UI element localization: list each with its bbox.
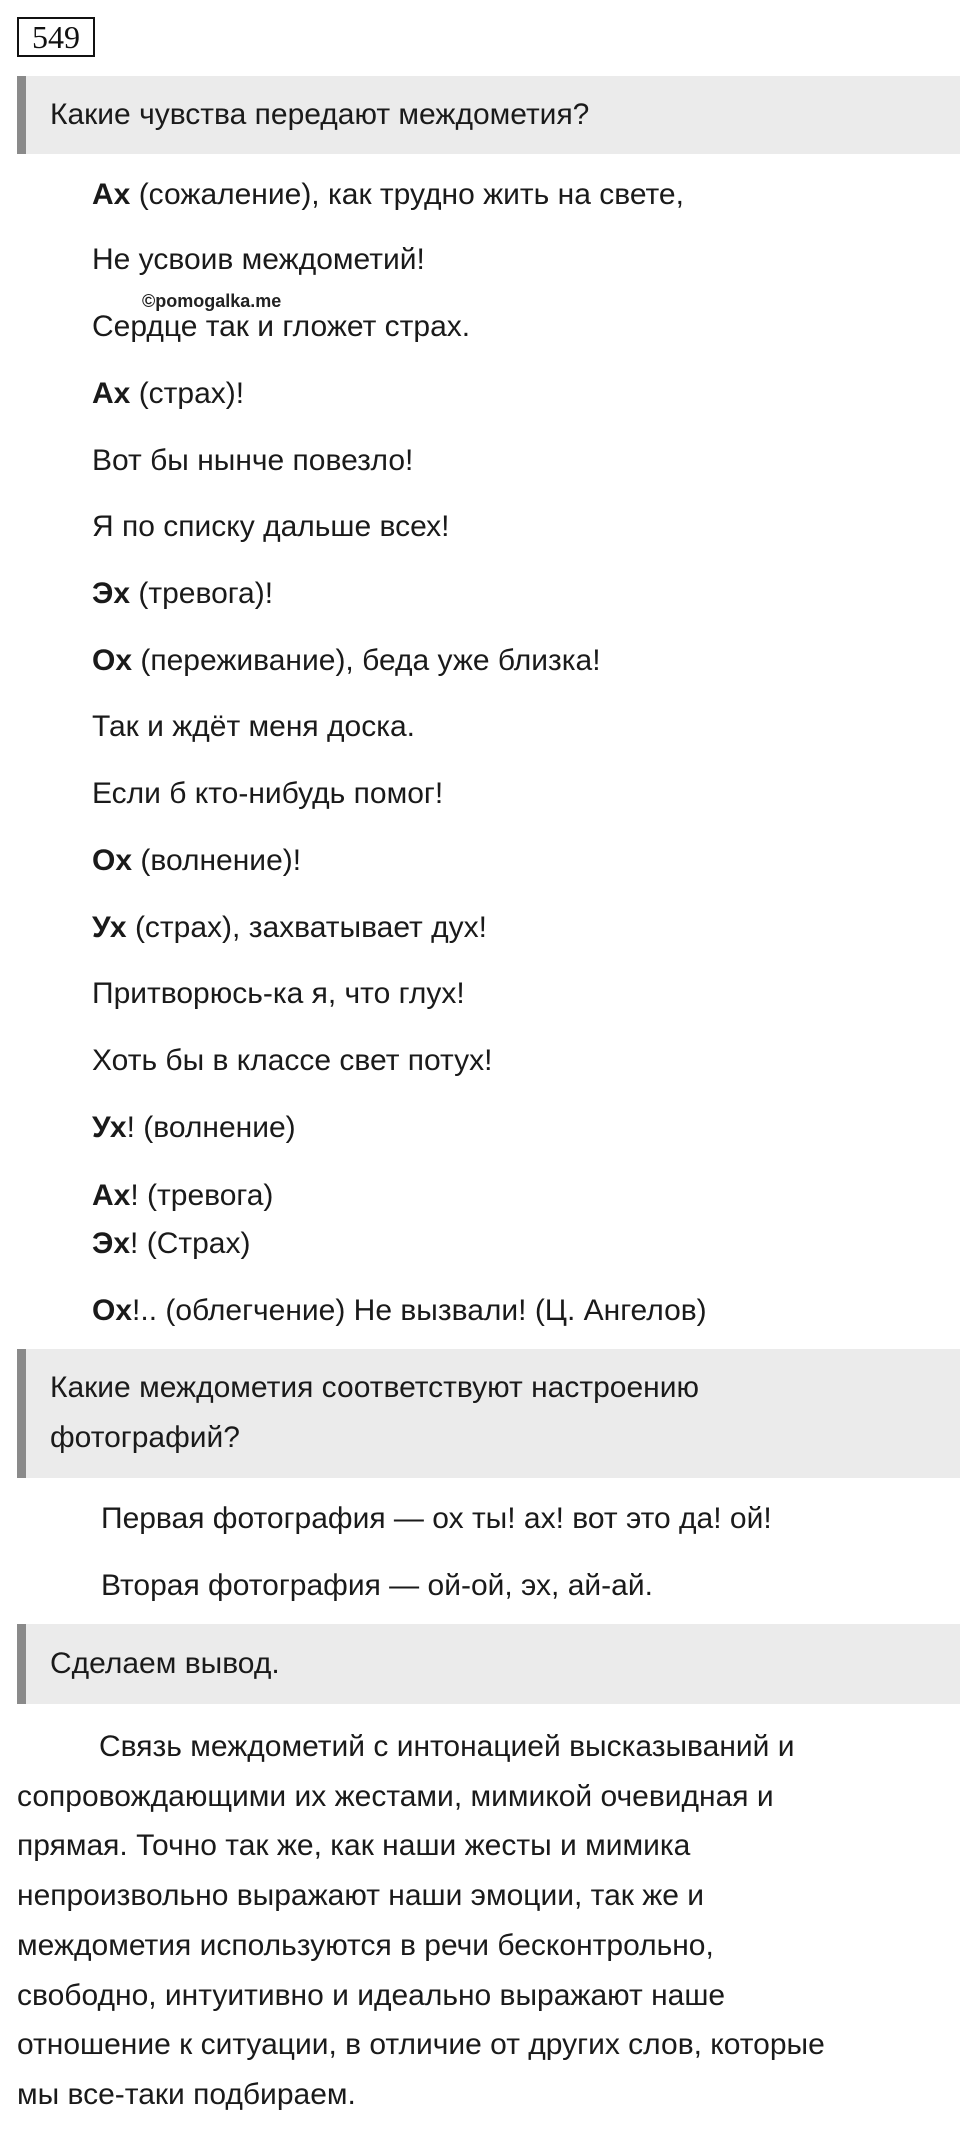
conclusion-line: Связь междометий с интонацией высказываний и: [99, 1730, 795, 1763]
interjection: Ах: [92, 1179, 131, 1212]
interjection: Ух: [92, 1111, 127, 1144]
poem-line: Я по списку дальше всех!: [92, 510, 450, 543]
poem-line: Ах! (тревога): [92, 1179, 274, 1212]
poem-line: Эх (тревога)!: [92, 577, 274, 610]
question-1-text: Какие чувства передают междометия?: [50, 98, 590, 131]
conclusion-line: свободно, интуитивно и идеально выражают наше: [17, 1978, 726, 2012]
interjection: Ух: [92, 911, 127, 944]
question-3: [17, 1624, 960, 1704]
poem-line: Ох!.. (облегчение) Не вызвали! (Ц. Ангелов): [92, 1294, 707, 1327]
poem-line: Ух (страх), захватывает дух!: [92, 911, 487, 944]
poem-line: Так и ждёт меня доска.: [92, 710, 415, 743]
interjection: Ах: [92, 178, 131, 211]
conclusion-line: мы все-таки подбираем.: [17, 2077, 356, 2111]
answer-line: Вторая фотография — ой-ой, эх, ай-ай.: [101, 1569, 653, 1602]
question-2-line: фотографий?: [50, 1421, 240, 1454]
poem-line: Ох (волнение)!: [92, 844, 302, 877]
interjection: Эх: [92, 1227, 131, 1260]
conclusion-line: отношение к ситуации, в отличие от других слов, которые: [17, 2028, 825, 2062]
poem-line: Сердце так и гложет страх.: [92, 310, 471, 343]
interjection: Ох: [92, 1294, 133, 1327]
poem-line: Эх! (Страх): [92, 1227, 251, 1260]
conclusion-line: междометия используются в речи бесконтрольно,: [17, 1928, 714, 1962]
watermark: ©pomogalka.me: [142, 291, 282, 311]
poem-line: Ах (сожаление), как трудно жить на свете,: [92, 178, 684, 211]
interjection: Эх: [92, 577, 131, 610]
poem-line: Ох (переживание), беда уже близка!: [92, 644, 601, 677]
question-2-line: Какие междометия соответствуют настроению: [50, 1371, 699, 1404]
interjection: Ох: [92, 644, 133, 677]
conclusion-line: сопровождающими их жестами, мимикой очевидная и: [17, 1779, 774, 1813]
poem-line: Ух! (волнение): [92, 1111, 296, 1144]
question-1: [17, 76, 960, 154]
question-3-text: Сделаем вывод.: [50, 1647, 280, 1680]
poem-line: Притворюсь-ка я, что глух!: [92, 977, 465, 1010]
poem-line: Вот бы нынче повезло!: [92, 444, 414, 477]
conclusion-line: непроизвольно выражают наши эмоции, так же и: [17, 1879, 705, 1913]
poem-line: Если б кто-нибудь помог!: [92, 777, 444, 810]
question-2: [17, 1349, 960, 1478]
task-number: 549: [17, 17, 95, 57]
interjection: Ах: [92, 377, 131, 410]
answer-line: Первая фотография — ох ты! ах! вот это да! ой!: [101, 1502, 772, 1535]
conclusion-line: прямая. Точно так же, как наши жесты и мимика: [17, 1829, 691, 1863]
interjection: Ох: [92, 844, 133, 877]
poem-line: Ах (страх)!: [92, 377, 245, 410]
conclusion-paragraph: [17, 1722, 960, 2120]
poem-line: Не усвоив междометий!: [92, 243, 425, 276]
poem-line: Хоть бы в классе свет потух!: [92, 1044, 493, 1077]
